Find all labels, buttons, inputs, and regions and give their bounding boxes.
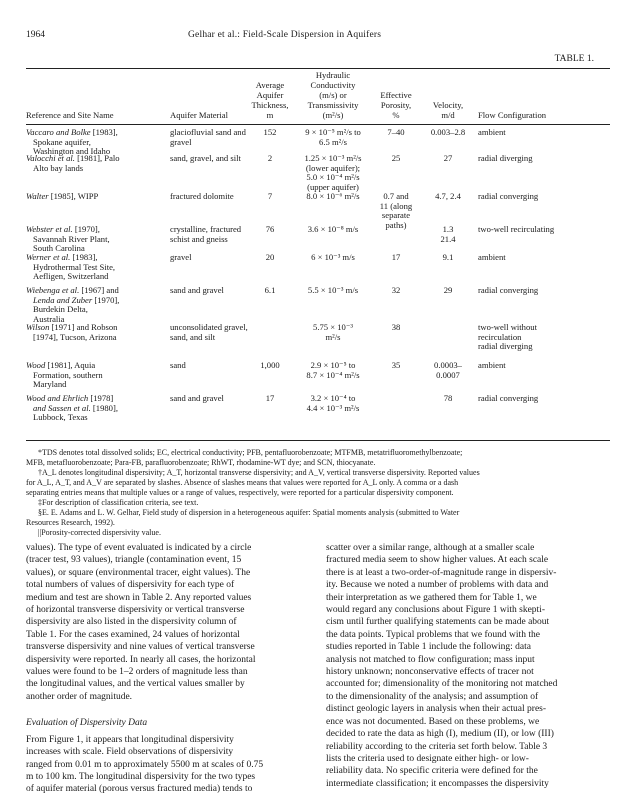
velocity-cell bbox=[420, 225, 476, 244]
aquifer-material-cell bbox=[170, 225, 250, 244]
page-number: 1964 bbox=[26, 30, 45, 40]
cell-line: Walter [1985], WIPP bbox=[26, 191, 99, 201]
velocity-cell bbox=[420, 192, 476, 202]
cell-line: radial diverging bbox=[478, 153, 533, 163]
body-text-line: dispersivity are also listed in the dispersivity column of bbox=[26, 617, 237, 628]
aquifer-material-cell bbox=[170, 323, 250, 342]
table-bottom-rule bbox=[26, 440, 610, 441]
footnote-line: ||Porosity-corrected dispersivity value. bbox=[38, 528, 161, 537]
cell-line: Formation, southern bbox=[33, 369, 103, 380]
cell-line: Australia bbox=[33, 313, 65, 324]
cell-line: recirculation bbox=[478, 331, 522, 342]
cell-line: 6 × 10⁻³ m/s bbox=[311, 252, 355, 262]
cell-line: 78 bbox=[443, 393, 453, 403]
reference-cell bbox=[26, 253, 168, 282]
thickness-cell bbox=[248, 253, 292, 263]
cell-line: 6.1 bbox=[264, 285, 276, 295]
flow-configuration-cell bbox=[478, 394, 610, 404]
footnote-line: for A_L, A_T, and A_V are separated by slashes. Absence of slashes means that values were reported for A_L only. A comma or a dash bbox=[26, 478, 459, 487]
cell-line: 9.1 bbox=[442, 252, 454, 262]
reference-cell bbox=[26, 394, 168, 423]
cell-line: gravel bbox=[170, 136, 192, 147]
cell-line: 8.7 × 10⁻⁴ m²/s bbox=[306, 369, 360, 380]
column-header bbox=[292, 70, 374, 120]
column-header-line: Reference and Site Name bbox=[26, 110, 114, 120]
cell-line: 8.0 × 10⁻⁶ m²/s bbox=[306, 191, 360, 201]
column-header-line: (m²/s) bbox=[322, 110, 344, 120]
aquifer-material-cell bbox=[170, 154, 250, 164]
porosity-cell bbox=[374, 154, 418, 164]
velocity-cell bbox=[420, 394, 476, 404]
cell-line: m²/s bbox=[325, 331, 341, 342]
body-text-line: ranged from 0.01 m to approximately 5500 m at scales of 0.75 bbox=[26, 759, 264, 770]
footnote-line: MFB, metafluorobenzoate; Para-FB, parafluorobenzoate; RhWT, rhodamine-WT dye; and SCN, thiocyanate. bbox=[26, 458, 376, 467]
body-text-line: cism until further qualifying statements can be made about bbox=[326, 617, 550, 628]
conductivity-cell bbox=[292, 253, 374, 263]
cell-line: crystalline, fractured bbox=[170, 224, 242, 234]
column-header bbox=[170, 110, 250, 120]
body-text-line: analysis not matched to flow configuration; mass input bbox=[326, 654, 535, 665]
body-text-line: decided to rate the data as high (I), medium (II), or low (III) bbox=[326, 729, 554, 740]
body-text-line: values were found to be 1–2 orders of magnitude less than bbox=[26, 667, 248, 678]
cell-line: two-well recirculating bbox=[478, 224, 555, 234]
velocity-cell bbox=[420, 253, 476, 263]
cell-line: unconsolidated gravel, bbox=[170, 322, 248, 332]
cell-line: 4.4 × 10⁻³ m²/s bbox=[306, 402, 360, 413]
cell-line: fractured dolomite bbox=[170, 191, 234, 201]
body-text-line: reliability data. No specific criteria were defined for the bbox=[326, 766, 538, 777]
flow-configuration-cell bbox=[478, 253, 610, 263]
cell-line: gravel bbox=[170, 252, 192, 262]
running-head: Gelhar et al.: Field-Scale Dispersion in Aquifers bbox=[188, 30, 382, 40]
velocity-cell bbox=[420, 361, 476, 380]
flow-configuration-cell bbox=[478, 361, 610, 371]
body-text-line: (tracer test, 93 values), triangle (contamination event, 15 bbox=[26, 555, 242, 566]
reference-cell bbox=[26, 323, 168, 342]
column-header-line: Aquifer Material bbox=[170, 110, 228, 120]
cell-line: Washington and Idaho bbox=[33, 146, 111, 157]
cell-line: schist and gneiss bbox=[170, 233, 228, 244]
body-text-line: scatter over a similar range, although at a smaller scale bbox=[326, 543, 535, 553]
column-header-line: % bbox=[392, 110, 400, 120]
cell-line: Maryland bbox=[33, 379, 67, 390]
body-text-line: there is at least a two-order-of-magnitude range in dispersiv- bbox=[326, 567, 557, 578]
cell-line: radial converging bbox=[478, 393, 539, 403]
body-text-line: total numbers of values of dispersivity for each type of bbox=[26, 580, 235, 591]
velocity-cell bbox=[420, 286, 476, 296]
aquifer-material-cell bbox=[170, 286, 250, 296]
cell-line: separate bbox=[381, 210, 411, 221]
column-header-line: Hydraulic bbox=[315, 70, 351, 80]
column-header bbox=[248, 80, 292, 120]
cell-line: Spokane aquifer, bbox=[33, 136, 91, 147]
conductivity-cell bbox=[292, 286, 374, 296]
cell-line: radial converging bbox=[478, 191, 539, 201]
body-text-line: would regard any conclusions about Figure 1 with skepti- bbox=[326, 605, 545, 616]
body-text-line: values). The type of event evaluated is indicated by a circle bbox=[26, 543, 252, 553]
cell-line: 17 bbox=[391, 252, 401, 262]
column-header bbox=[420, 100, 476, 120]
cell-line: ambient bbox=[478, 252, 506, 262]
porosity-cell bbox=[374, 323, 418, 333]
cell-line: 27 bbox=[443, 153, 453, 163]
section-heading: Evaluation of Dispersivity Data bbox=[26, 718, 148, 729]
body-text-line: studies reported in Table 1 include the following: data bbox=[326, 642, 531, 653]
velocity-cell bbox=[420, 128, 476, 138]
cell-line: 38 bbox=[391, 322, 401, 332]
body-text-line: of horizontal transverse dispersivity or vertical transverse bbox=[26, 605, 245, 616]
table-footnotes bbox=[26, 448, 610, 538]
cell-line: two-well without bbox=[478, 322, 537, 332]
cell-line: radial converging bbox=[478, 285, 539, 295]
body-text-line: their interpretation as we gathered them for Table 1, we bbox=[326, 592, 537, 603]
column-header-line: Effective bbox=[380, 90, 412, 100]
body-text-line: ence was not documented. Based on these problems, we bbox=[326, 716, 540, 727]
cell-line: 21.4 bbox=[440, 233, 456, 244]
cell-line: 4.7, 2.4 bbox=[435, 191, 461, 201]
cell-line: 11 (along bbox=[379, 200, 413, 211]
body-right-column bbox=[326, 542, 606, 790]
column-header-line: Thickness, bbox=[251, 100, 289, 110]
body-text-line: values), or square (environmental tracer, eight values). The bbox=[26, 567, 251, 578]
body-text-line: Table 1. For the cases examined, 24 values of horizontal bbox=[26, 629, 240, 640]
cell-line: 76 bbox=[265, 224, 275, 234]
porosity-cell bbox=[374, 286, 418, 296]
thickness-cell bbox=[248, 128, 292, 138]
thickness-cell bbox=[248, 361, 292, 371]
cell-line: Vaccaro and Bolke [1983], bbox=[26, 127, 118, 137]
conductivity-cell bbox=[292, 128, 374, 147]
cell-line: paths) bbox=[385, 219, 407, 230]
footnote-line: §E. E. Adams and L. W. Gelhar, Field study of dispersion in a heterogeneous aquifer: Spatial moments analysis (submitted to Water bbox=[38, 508, 460, 517]
conductivity-cell bbox=[292, 323, 374, 342]
cell-line: 17 bbox=[265, 393, 275, 403]
table-top-rule bbox=[26, 68, 610, 69]
porosity-cell bbox=[374, 361, 418, 371]
cell-line: ambient bbox=[478, 127, 506, 137]
footnote-line: †A_L denotes longitudinal dispersivity; A_T, horizontal transverse dispersivity; and A_V, vertical transverse dispersivity. Reported values bbox=[38, 468, 480, 477]
cell-line: Webster et al. [1970], bbox=[26, 224, 100, 234]
cell-line: Hydrothermal Test Site, bbox=[33, 261, 116, 272]
cell-line: 25 bbox=[391, 153, 401, 163]
cell-line: Wood [1981], Aquia bbox=[26, 360, 96, 370]
cell-line: 1,000 bbox=[260, 360, 280, 370]
column-header bbox=[374, 90, 418, 120]
reference-cell bbox=[26, 225, 168, 254]
cell-line: 152 bbox=[263, 127, 277, 137]
cell-line: Valocchi et al. [1981], Palo bbox=[26, 153, 120, 163]
reference-cell bbox=[26, 192, 168, 202]
cell-line: radial diverging bbox=[478, 341, 533, 352]
reference-cell bbox=[26, 154, 168, 173]
thickness-cell bbox=[248, 286, 292, 296]
column-header-line: Transmissivity bbox=[307, 100, 359, 110]
cell-line: 20 bbox=[265, 252, 275, 262]
flow-configuration-cell bbox=[478, 128, 610, 138]
footnote-line: ‡For description of classification criteria, see text. bbox=[38, 498, 199, 507]
cell-line: 5.75 × 10⁻³ bbox=[313, 322, 353, 332]
velocity-cell bbox=[420, 154, 476, 164]
cell-line: (upper aquifer) bbox=[307, 181, 359, 192]
conductivity-cell bbox=[292, 154, 374, 192]
cell-line: South Carolina bbox=[33, 243, 85, 254]
cell-line: 5.5 × 10⁻³ m/s bbox=[307, 285, 359, 295]
cell-line: 1.25 × 10⁻³ m²/s bbox=[304, 153, 362, 163]
cell-line: 0.0007 bbox=[436, 369, 460, 380]
column-header-line: Average bbox=[255, 80, 285, 90]
aquifer-material-cell bbox=[170, 128, 250, 147]
cell-line: 2 bbox=[267, 153, 273, 163]
cell-line: 0.003–2.8 bbox=[430, 127, 466, 137]
cell-line: sand bbox=[170, 360, 186, 370]
body-text-line: intermediate classification; it encompasses the dispersivity bbox=[326, 778, 549, 789]
cell-line: sand, and silt bbox=[170, 331, 216, 342]
body-text-line: m to 100 km. The longitudinal dispersivity for the two types bbox=[26, 771, 256, 782]
column-header bbox=[26, 110, 168, 120]
flow-configuration-cell bbox=[478, 323, 610, 352]
conductivity-cell bbox=[292, 361, 374, 380]
cell-line: Alto bay lands bbox=[33, 162, 84, 173]
column-header-line: m/d bbox=[441, 110, 455, 120]
flow-configuration-cell bbox=[478, 225, 610, 235]
body-text-line: distinct geologic layers in analysis when their actual pres- bbox=[326, 704, 547, 715]
cell-line: ambient bbox=[478, 360, 506, 370]
porosity-cell bbox=[374, 253, 418, 263]
conductivity-cell bbox=[292, 225, 374, 235]
cell-line: sand, gravel, and silt bbox=[170, 153, 241, 163]
body-text-line: to the dimensionality of the analysis; and assumption of bbox=[326, 691, 539, 702]
table-header-rule bbox=[26, 124, 610, 125]
porosity-cell bbox=[374, 128, 418, 138]
conductivity-cell bbox=[292, 394, 374, 413]
column-header-line: Velocity, bbox=[432, 100, 464, 110]
body-text-line: transverse dispersivity and nine values of vertical transverse bbox=[26, 642, 255, 653]
cell-line: 0.7 and bbox=[383, 191, 409, 201]
cell-line: Wiebenga et al. [1967] and bbox=[26, 285, 119, 295]
body-text-line: increases with scale. Field observations of dispersivity bbox=[26, 747, 234, 758]
cell-line: Burdekin Delta, bbox=[33, 304, 88, 315]
body-text-line: the longitudinal values, and the vertical values smaller by bbox=[26, 679, 245, 690]
cell-line: and Sassen et al. [1980], bbox=[33, 402, 118, 413]
cell-line: glaciofluvial sand and bbox=[170, 127, 246, 137]
cell-line: Aefligen, Switzerland bbox=[33, 271, 109, 282]
flow-configuration-cell bbox=[478, 192, 610, 202]
table-label: TABLE 1. bbox=[554, 54, 594, 64]
cell-line: 7 bbox=[267, 191, 273, 201]
cell-line: Savannah River Plant, bbox=[33, 233, 110, 244]
body-text-line: dispersivity were reported. In nearly all cases, the horizontal bbox=[26, 654, 256, 665]
thickness-cell bbox=[248, 225, 292, 235]
body-text-line: of aquifer material (porous versus fractured media) tends to bbox=[26, 784, 253, 795]
cell-line: Werner et al. [1983], bbox=[26, 252, 98, 262]
aquifer-material-cell bbox=[170, 394, 250, 404]
cell-line: 35 bbox=[391, 360, 401, 370]
porosity-cell bbox=[374, 192, 418, 230]
aquifer-material-cell bbox=[170, 192, 250, 202]
column-header-line: Flow Configuration bbox=[478, 110, 547, 120]
flow-configuration-cell bbox=[478, 154, 610, 164]
footnote-line: *TDS denotes total dissolved solids; EC, electrical conductivity; PFB, pentafluorobenzoate; MTFMB, metatrifluoromethylbenzoate; bbox=[38, 448, 463, 457]
flow-configuration-cell bbox=[478, 286, 610, 296]
cell-line: 6.5 m²/s bbox=[319, 136, 347, 147]
cell-line: Wood and Ehrlich [1978] bbox=[26, 393, 114, 403]
cell-line: 7–40 bbox=[387, 127, 405, 137]
body-text-line: reliability according to the criteria set forth below. Table 3 bbox=[326, 741, 548, 752]
body-text-line: From Figure 1, it appears that longitudinal dispersivity bbox=[26, 734, 234, 745]
footnote-line: separating entries means that multiple values or a range of values, respectively, were reported for a particular dispersivity component. bbox=[26, 488, 454, 497]
cell-line: 32 bbox=[391, 285, 401, 295]
thickness-cell bbox=[248, 394, 292, 404]
cell-line: Lubbock, Texas bbox=[33, 412, 88, 423]
cell-line: 9 × 10⁻⁵ m²/s to bbox=[305, 127, 361, 137]
body-text-line: history unknown; nonconservative effects of tracer not bbox=[326, 667, 534, 678]
body-text-line: lists the criteria used to designate either high- or low- bbox=[326, 753, 529, 764]
footnote-line: Resources Research, 1992). bbox=[26, 518, 115, 527]
body-text-line: medium and test are shown in Table 2. Any reported values bbox=[26, 592, 252, 603]
cell-line: sand and gravel bbox=[170, 393, 224, 403]
cell-line: Wilson [1971] and Robson bbox=[26, 322, 118, 332]
column-header-line: m bbox=[266, 110, 274, 120]
cell-line: 2.9 × 10⁻⁵ to bbox=[310, 360, 356, 370]
aquifer-material-cell bbox=[170, 361, 250, 371]
reference-cell bbox=[26, 286, 168, 324]
body-text-line: ity. Because we noted a number of problems with data and bbox=[326, 580, 549, 591]
thickness-cell bbox=[248, 154, 292, 164]
cell-line: 3.2 × 10⁻⁴ to bbox=[310, 393, 356, 403]
column-header-line: Conductivity bbox=[310, 80, 356, 90]
body-text-line: the data points. Typical problems that we found with the bbox=[326, 629, 540, 640]
aquifer-material-cell bbox=[170, 253, 250, 263]
reference-cell bbox=[26, 361, 168, 390]
conductivity-cell bbox=[292, 192, 374, 202]
cell-line: (lower aquifer); bbox=[305, 162, 361, 173]
body-left-column bbox=[26, 542, 306, 796]
cell-line: 1.3 bbox=[442, 224, 454, 234]
body-text-line: accounted for; dimensionality of the monitoring not matched bbox=[326, 679, 558, 690]
column-header-line: (m/s) or bbox=[319, 90, 347, 100]
column-header bbox=[478, 110, 610, 120]
cell-line: 5.0 × 10⁻⁴ m²/s bbox=[306, 172, 360, 183]
cell-line: Lenda and Zuber [1970], bbox=[33, 294, 120, 305]
cell-line: sand and gravel bbox=[170, 285, 224, 295]
cell-line: [1974], Tucson, Arizona bbox=[33, 331, 117, 342]
cell-line: 29 bbox=[443, 285, 453, 295]
cell-line: 0.0003– bbox=[434, 360, 462, 370]
column-header-line: Aquifer bbox=[256, 90, 284, 100]
column-header-line: Porosity, bbox=[380, 100, 412, 110]
thickness-cell bbox=[248, 192, 292, 202]
body-text-line: fractured media seem to show higher values. At each scale bbox=[326, 555, 549, 566]
body-text-line: another order of magnitude. bbox=[26, 691, 133, 702]
cell-line: 3.6 × 10⁻⁸ m/s bbox=[307, 224, 359, 234]
